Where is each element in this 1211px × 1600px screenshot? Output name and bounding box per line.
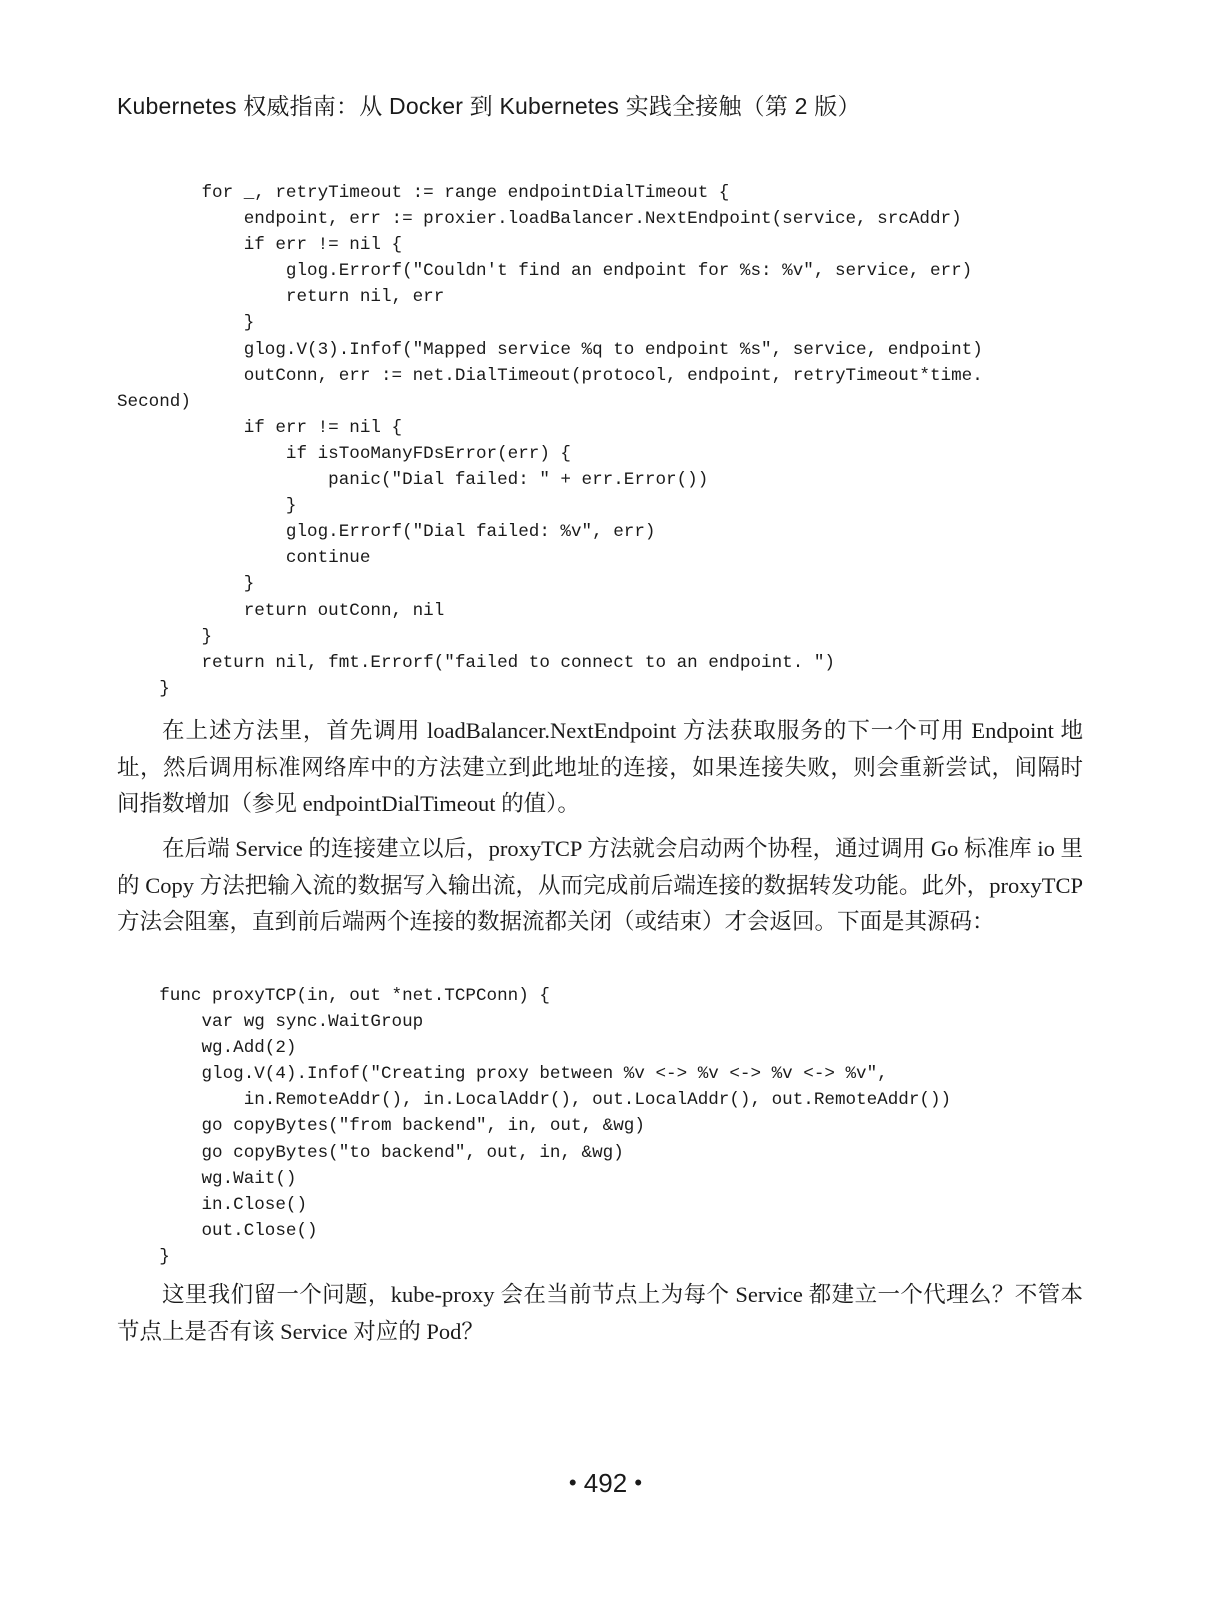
bullet-left: • <box>568 1470 577 1495</box>
code-line: } <box>117 574 255 595</box>
paragraph-text: 这里我们留一个问题，kube-proxy 会在当前节点上为每个 Service 都建立一个代理么？不管本节点上是否有该 Service 对应的 Pod？ <box>117 1282 1083 1344</box>
code-line: if err != nil { <box>117 417 403 438</box>
code-line: glog.Errorf("Dial failed: %v", err) <box>117 522 656 543</box>
code-line: continue <box>117 548 371 569</box>
code-line: panic("Dial failed: " + err.Error()) <box>117 470 709 491</box>
code-line: outConn, err := net.DialTimeout(protocol, endpoint, retryTimeout*time. <box>117 365 983 386</box>
code-line: } <box>117 678 170 699</box>
code-line: wg.Add(2) <box>117 1038 297 1059</box>
code-line: if err != nil { <box>117 235 403 256</box>
code-line: Second) <box>117 391 191 412</box>
code-line: } <box>117 1246 170 1267</box>
code-line: var wg sync.WaitGroup <box>117 1012 424 1033</box>
code-block-proxytcp <box>117 983 951 1270</box>
code-line: go copyBytes("from backend", in, out, &wg) <box>117 1116 645 1137</box>
body-paragraph-proxytcp <box>117 831 1083 941</box>
code-line: in.RemoteAddr(), in.LocalAddr(), out.LocalAddr(), out.RemoteAddr()) <box>117 1090 952 1111</box>
bullet-right: • <box>634 1470 643 1495</box>
body-paragraph-question <box>117 1277 1083 1350</box>
code-line: glog.V(4).Infof("Creating proxy between %v <-> %v <-> %v <-> %v", <box>117 1064 888 1085</box>
code-line: wg.Wait() <box>117 1168 297 1189</box>
running-header-title: Kubernetes 权威指南：从 Docker 到 Kubernetes 实践全接触（第 2 版） <box>117 93 861 119</box>
code-line: } <box>117 626 213 647</box>
code-line: return outConn, nil <box>117 600 445 621</box>
code-line: } <box>117 313 255 334</box>
code-line: if isTooManyFDsError(err) { <box>117 443 571 464</box>
code-line: for _, retryTimeout := range endpointDialTimeout { <box>117 183 730 203</box>
body-paragraph-next-endpoint <box>117 713 1083 823</box>
code-line: in.Close() <box>117 1194 308 1215</box>
code-line: func proxyTCP(in, out *net.TCPConn) { <box>117 986 550 1006</box>
code-line: glog.Errorf("Couldn't find an endpoint for %s: %v", service, err) <box>117 261 973 282</box>
paragraph-text: 在上述方法里，首先调用 loadBalancer.NextEndpoint 方法获取服务的下一个可用 Endpoint 地址，然后调用标准网络库中的方法建立到此地址的连接，如果连接失败，则会重新尝试，间隔时间指数增加（参见 endpointDialTimeout 的值）。 <box>117 718 1083 816</box>
code-line: go copyBytes("to backend", out, in, &wg) <box>117 1142 624 1163</box>
page-number-value: 492 <box>583 1468 628 1498</box>
code-line: glog.V(3).Infof("Mapped service %q to endpoint %s", service, endpoint) <box>117 339 983 360</box>
code-line: out.Close() <box>117 1220 318 1241</box>
code-line: return nil, fmt.Errorf("failed to connect to an endpoint. ") <box>117 652 835 673</box>
code-line: endpoint, err := proxier.loadBalancer.NextEndpoint(service, srcAddr) <box>117 209 962 230</box>
code-block-retry-loop <box>117 180 983 702</box>
paragraph-text: 在后端 Service 的连接建立以后，proxyTCP 方法就会启动两个协程，通过调用 Go 标准库 io 里的 Copy 方法把输入流的数据写入输出流，从而完成前后端连接的数据转发功能。此外，proxyTCP 方法会阻塞，直到前后端两个连接的数据流都关闭（或结束）才会返回。下面是其源码： <box>117 836 1083 934</box>
page-number <box>0 1468 1211 1499</box>
code-line: return nil, err <box>117 287 445 308</box>
code-line: } <box>117 496 297 517</box>
